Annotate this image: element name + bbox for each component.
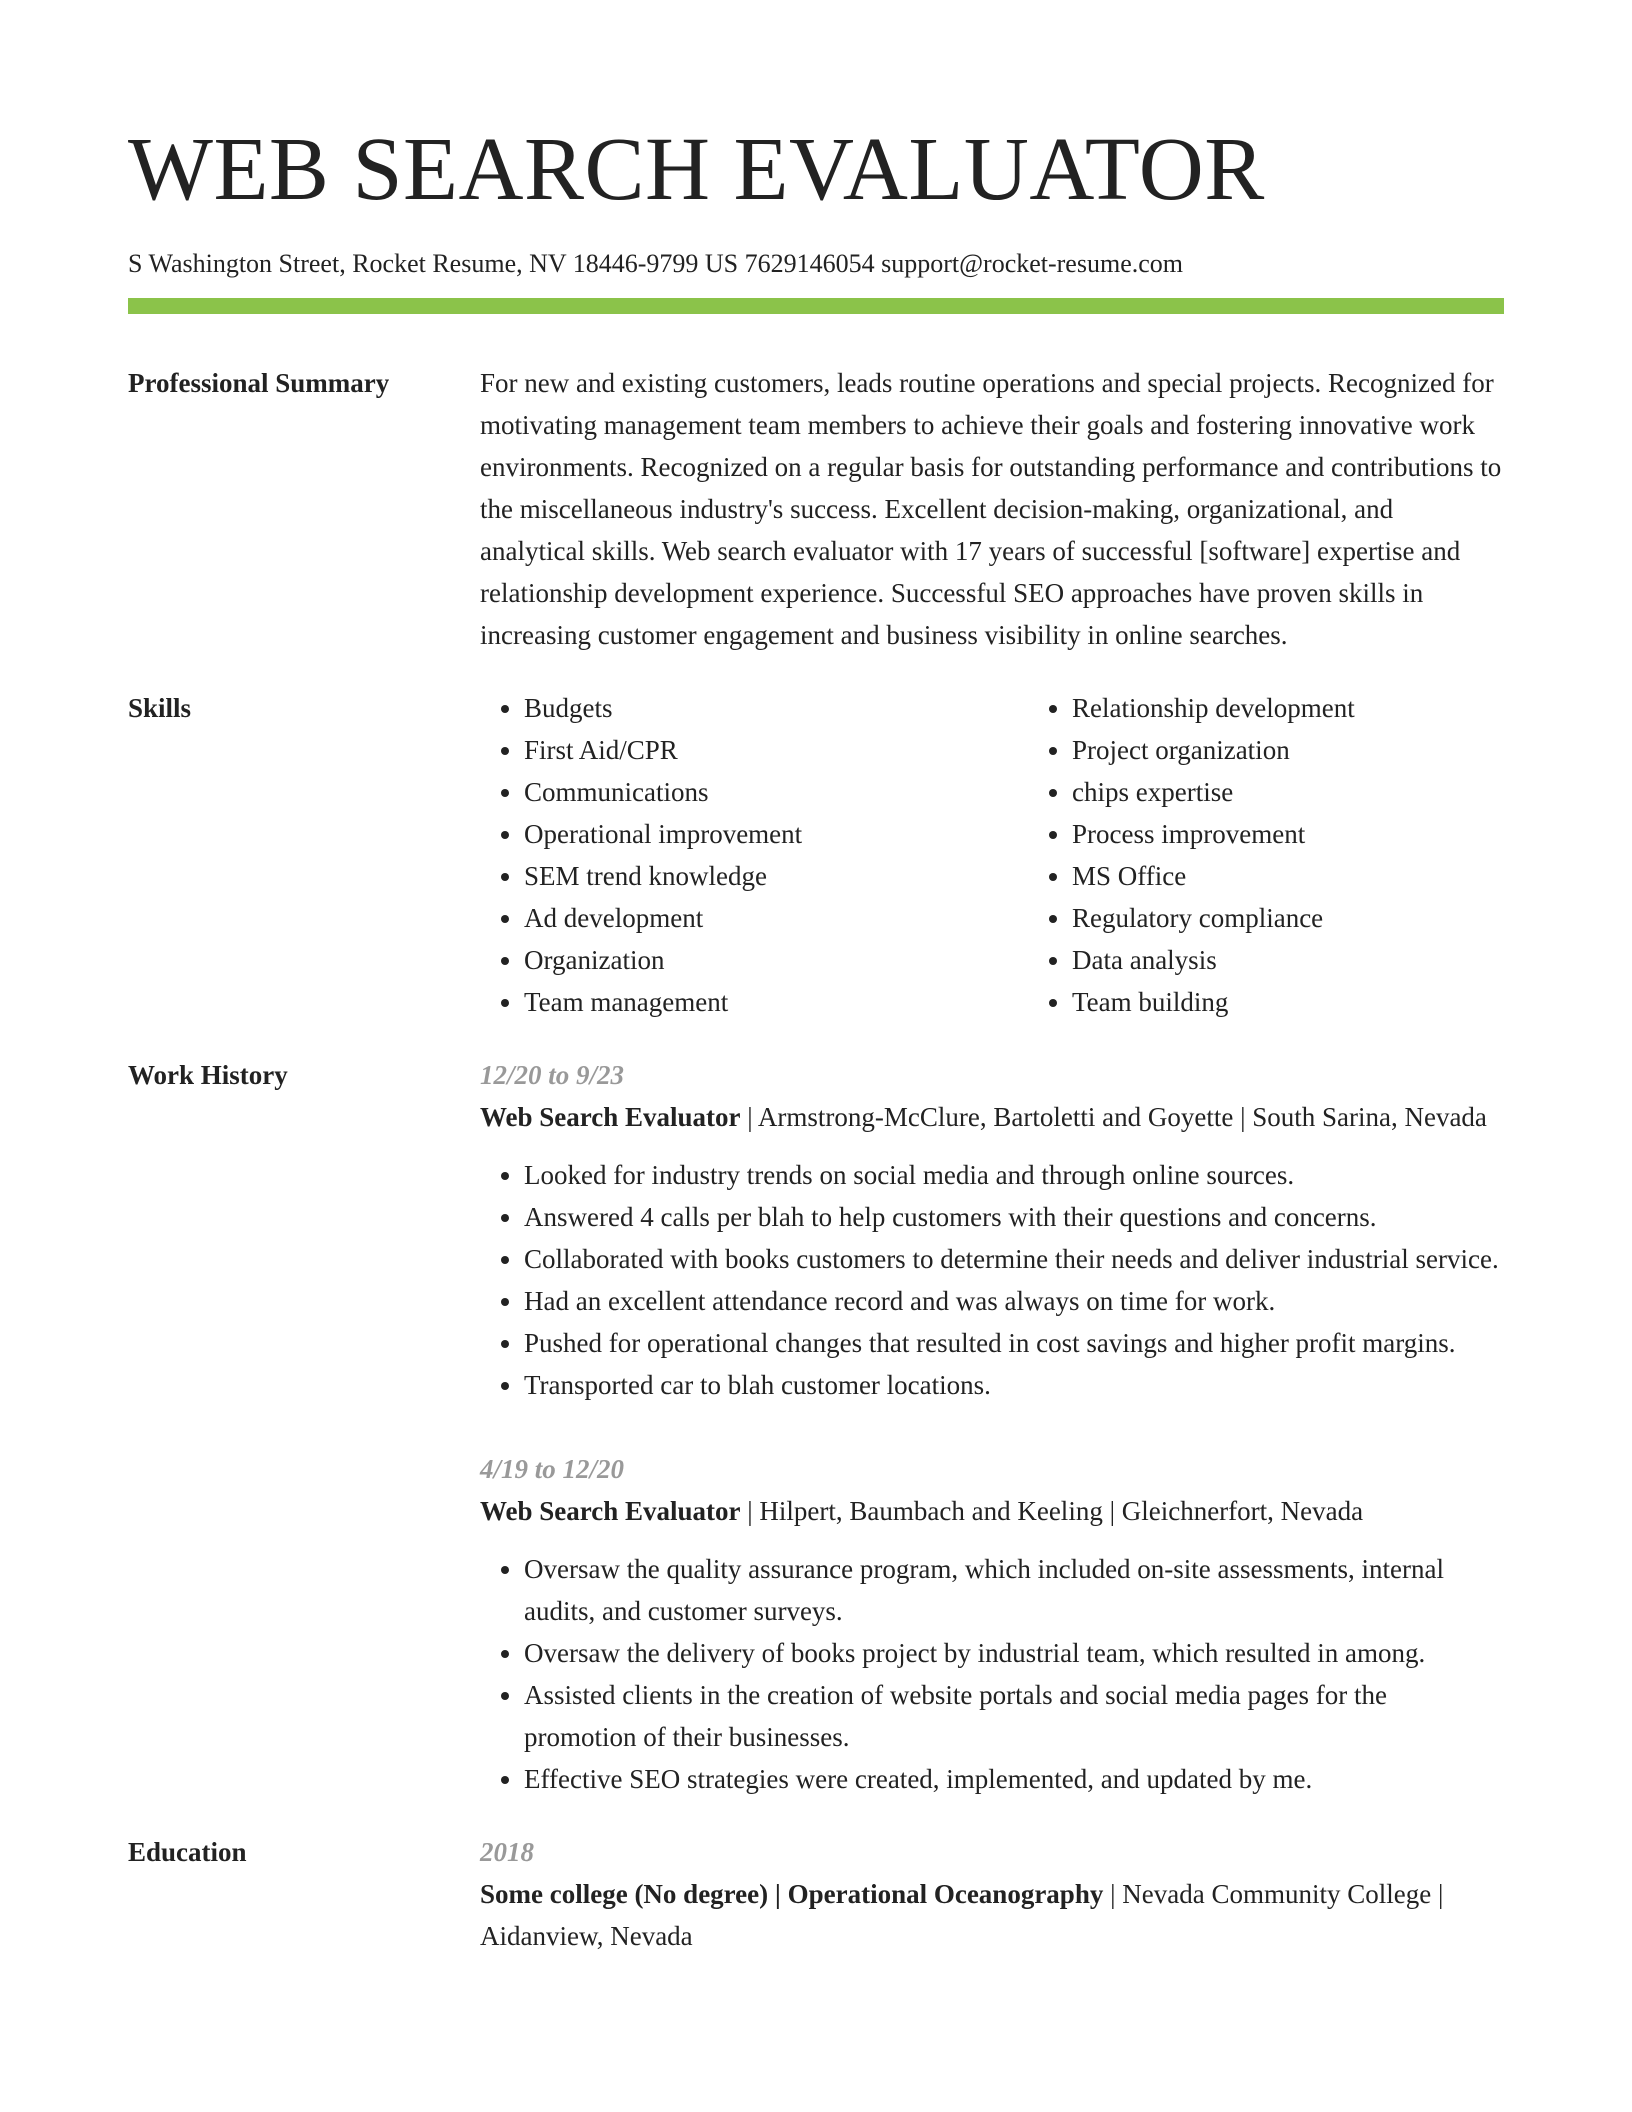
- skill-item: • Team building: [1072, 981, 1576, 1023]
- job-bullet: • Oversaw the delivery of books project by industrial team, which resulted in among.: [524, 1632, 1504, 1674]
- skill-item: • Operational improvement: [524, 813, 1028, 855]
- skill-item: • Team management: [524, 981, 1028, 1023]
- skill-item: • Budgets: [524, 687, 1028, 729]
- skill-item: • Ad development: [524, 897, 1028, 939]
- job-dates: 4/19 to 12/20: [480, 1454, 625, 1484]
- resume-name: WEB SEARCH EVALUATOR: [128, 120, 1265, 219]
- skill-item: • Organization: [524, 939, 1028, 981]
- skill-item: • Regulatory compliance: [1072, 897, 1576, 939]
- skills-heading: Skills: [128, 693, 192, 723]
- summary-heading: Professional Summary: [128, 368, 390, 398]
- job-dates: 12/20 to 9/23: [480, 1060, 625, 1090]
- job-bullet: • Oversaw the quality assurance program, which included on-site assessments, internal audits, and customer surveys.: [524, 1548, 1504, 1632]
- resume-page: [128, 120, 1504, 1957]
- skill-item: • MS Office: [1072, 855, 1576, 897]
- skill-item: • Data analysis: [1072, 939, 1576, 981]
- skills-list-left: [480, 687, 1028, 1023]
- education-date: 2018: [480, 1837, 534, 1867]
- degree: Some college (No degree) | Operational Oceanography: [480, 1879, 1104, 1909]
- education-section: [128, 1831, 1504, 1957]
- job-bullet: • Transported car to blah customer locations.: [524, 1364, 1504, 1406]
- summary-section: [128, 362, 1504, 656]
- skill-item: • Communications: [524, 771, 1028, 813]
- skill-item: • SEM trend knowledge: [524, 855, 1028, 897]
- skill-item: • First Aid/CPR: [524, 729, 1028, 771]
- job-bullet: • Answered 4 calls per blah to help customers with their questions and concerns.: [524, 1196, 1504, 1238]
- job-bullet: • Looked for industry trends on social media and through online sources.: [524, 1154, 1504, 1196]
- job-bullets: [480, 1548, 1504, 1800]
- contact-info: S Washington Street, Rocket Resume, NV 18446-9799 US 7629146054 support@rocket-resume.com: [128, 249, 1183, 278]
- job-bullet: • Had an excellent attendance record and was always on time for work.: [524, 1280, 1504, 1322]
- job-details: | Armstrong-McClure, Bartoletti and Goyette | South Sarina, Nevada: [740, 1102, 1487, 1132]
- skill-item: • Process improvement: [1072, 813, 1576, 855]
- education-heading: Education: [128, 1837, 247, 1867]
- header-divider: [128, 298, 1504, 314]
- skill-item: • Project organization: [1072, 729, 1576, 771]
- job-heading: [480, 1490, 1504, 1532]
- job-bullet: • Assisted clients in the creation of website portals and social media pages for the promotion of their businesses.: [524, 1674, 1504, 1758]
- skill-item: • Relationship development: [1072, 687, 1576, 729]
- job-bullet: • Pushed for operational changes that resulted in cost savings and higher profit margins.: [524, 1322, 1504, 1364]
- job-title: Web Search Evaluator: [480, 1102, 741, 1132]
- education-heading-line: [480, 1873, 1504, 1957]
- skills-section: [128, 687, 1504, 1023]
- job-entry: [480, 1054, 1504, 1406]
- job-details: | Hilpert, Baumbach and Keeling | Gleichnerfort, Nevada: [740, 1496, 1364, 1526]
- job-bullets: [480, 1154, 1504, 1406]
- job-bullet: • Effective SEO strategies were created, implemented, and updated by me.: [524, 1758, 1504, 1800]
- school-details: | Nevada Community College | Aidanview, Nevada: [480, 1879, 1444, 1951]
- summary-text: For new and existing customers, leads routine operations and special projects. Recognized for motivating management team members to achieve their goals and fostering innovative work environments. Recognized on a regular basis for outstanding performance and contributions to the miscellaneous industry's success. Excellent decision-making, organizational, and analytical skills. Web search evaluator with 17 years of successful [software] expertise and relationship development experience. Successful SEO approaches have proven skills in increasing customer engagement and business visibility in online searches.: [480, 368, 1502, 650]
- skills-list-right: [1028, 687, 1576, 1023]
- work-history-section: [128, 1054, 1504, 1800]
- job-entry: [480, 1448, 1504, 1800]
- job-title: Web Search Evaluator: [480, 1496, 741, 1526]
- work-history-heading: Work History: [128, 1060, 288, 1090]
- skill-item: • chips expertise: [1072, 771, 1576, 813]
- job-heading: [480, 1096, 1504, 1138]
- job-bullet: • Collaborated with books customers to determine their needs and deliver industrial service.: [524, 1238, 1504, 1280]
